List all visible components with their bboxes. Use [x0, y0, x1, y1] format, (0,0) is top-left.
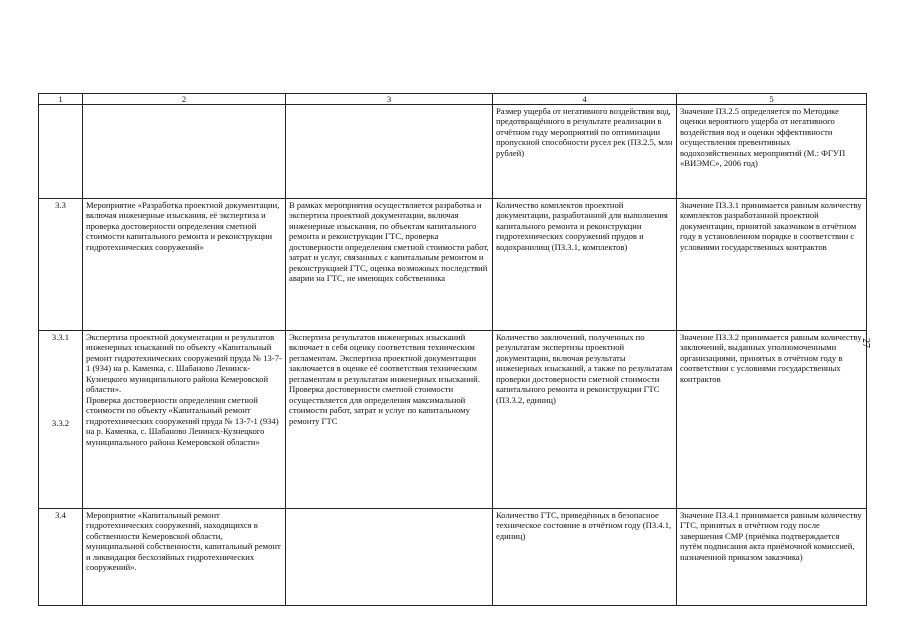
table-header-row	[39, 94, 867, 105]
row-number-secondary: 3.3.2	[51, 418, 70, 429]
row-number: 3.3.1	[51, 332, 70, 342]
indicator-method: Значение ПЗ.2.5 определяется по Методике оценки вероятного ущерба от негативного воздействия вод и оценки эффективности осуществления превентивных водохозяйственных мероприятий (М.: ФГУП «ВИЭМС», 2006 год)	[677, 105, 867, 199]
activity-name: Мероприятие «Разработка проектной документации, включая инженерные изыскания, её экспертиза и проверка достоверности определения сметной стоимости капитального ремонта и реконструкции гидротехнических сооружений»	[83, 199, 286, 331]
table-row	[39, 199, 867, 331]
activity-name: Экспертиза проектной документации и результатов инженерных изысканий по объекту «Капитальный ремонт гидротехнических сооружений пруда № 13-7-1 (934) на р. Каменка, с. Шабаново Ленинск-Кузнецкого муниципального района Кемеровской области».	[86, 332, 282, 395]
header-cell-2: 2	[83, 94, 286, 105]
header-cell-5: 5	[677, 94, 867, 105]
row-number-cell	[39, 331, 83, 509]
indicator-method: Значение ПЗ.3.1 принимается равным количеству комплектов разработанной проектной документации, принятой заказчиком в отчётном году в установленном порядке в соответствии с условиями государственных контрактов	[677, 199, 867, 331]
row-number-gap	[40, 342, 81, 418]
activity-description: В рамках мероприятия осуществляется разработка и экспертиза проектной документации, включая инженерные изыскания, по объектам капитального ремонта и реконструкции ГТС, проверка достоверности определения сметной стоимости работ, затрат и услуг, связанных с капитальным ремонтом и реконструкцией ГТС, оценка возможных последствий аварии на ГТС, не имеющих собственника	[286, 199, 493, 331]
header-cell-4: 4	[493, 94, 677, 105]
activity-name: Мероприятие «Капитальный ремонт гидротехнических сооружений, находящихся в собственности Кемеровской области, муниципальной собственности, капитальный ремонт и ликвидация бесхозяйных гидротехнических сооружений».	[83, 509, 286, 606]
indicator-name: Количество ГТС, приведённых в безопасное техническое состояние в отчётном году (ПЗ.4.1, единиц)	[493, 509, 677, 606]
header-cell-1: 1	[39, 94, 83, 105]
indicator-method: Значение ПЗ.3.2 принимается равным количеству заключений, выданных уполномоченными организациями, принятых в отчётном году в соответствии с условиями государственных контрактов	[677, 331, 867, 509]
document-table	[38, 93, 867, 606]
table-row	[39, 509, 867, 606]
row-number: 3.4	[39, 509, 83, 606]
row-number	[39, 105, 83, 199]
table-row	[39, 105, 867, 199]
activity-description: Экспертиза результатов инженерных изысканий включает в себя оценку соответствия техническим регламентам. Экспертиза проектной документации заключается в оценке её соответствия техническим регламентам и результатам инженерных изысканий. Проверка достоверности сметной стоимости осуществляется для определения максимальной стоимости работ, затрат и услуг по капитальному ремонту ГТС	[286, 331, 493, 509]
row-number: 3.3	[39, 199, 83, 331]
activity-description	[286, 509, 493, 606]
activity-name	[83, 105, 286, 199]
header-cell-3: 3	[286, 94, 493, 105]
activity-name-cell	[83, 331, 286, 509]
indicator-name: Размер ущерба от негативного воздействия вод, предотвращённого в результате реализации в отчётном году мероприятий по оптимизации пропускной способности русел рек (ПЗ.2.5, млн рублей)	[493, 105, 677, 199]
indicator-method: Значение ПЗ.4.1 принимается равным количеству ГТС, принятых в отчётном году после завершения СМР (приёмка подтверждается путём подписания акта приёмочной комиссией, назначенной приказом заказчика)	[677, 509, 867, 606]
page-number: 27	[860, 338, 871, 348]
indicator-name: Количество комплектов проектной документации, разработанной для выполнения капитального ремонта и реконструкции гидротехнических сооружений прудов и водохранилищ (ПЗ.3.1, комплектов)	[493, 199, 677, 331]
activity-name-secondary: Проверка достоверности определения сметной стоимости по объекту «Капитальный ремонт гидротехнических сооружений пруда № 13-7-1 (934) на р. Каменка, с. Шабаново Ленинск-Кузнецкого муниципального района Кемеровской области»	[86, 394, 279, 447]
activity-description	[286, 105, 493, 199]
table-row	[39, 331, 867, 509]
indicator-name: Количество заключений, полученных по результатам экспертизы проектной документации, включая результаты инженерных изысканий, а также по результатам проверки достоверности сметной стоимости капитального ремонта и реконструкции ГТС (ПЗ.3.2, единиц)	[493, 331, 677, 509]
